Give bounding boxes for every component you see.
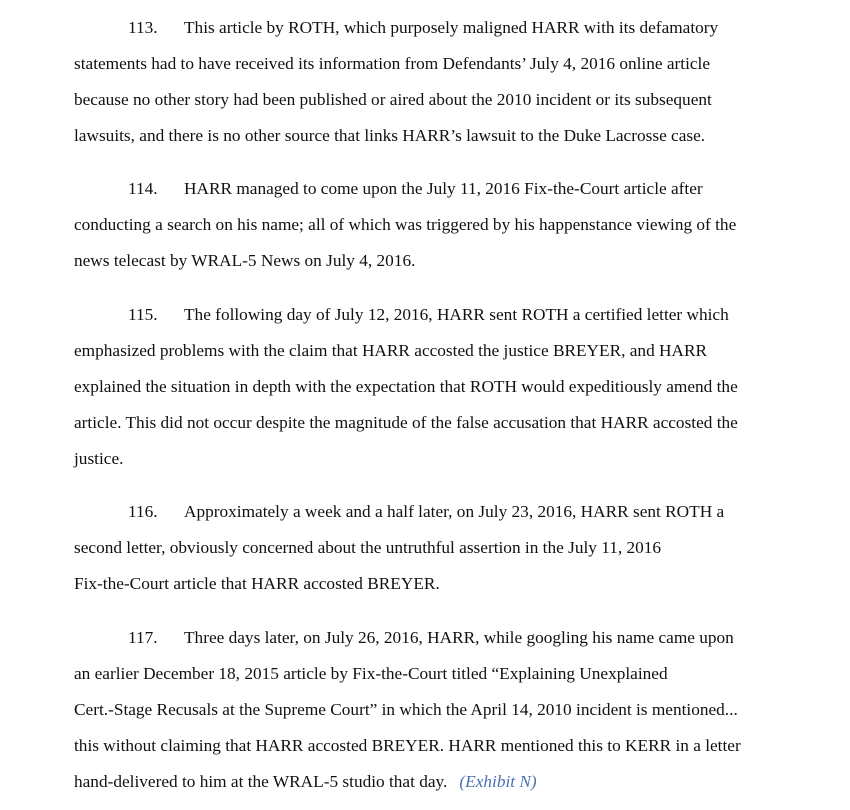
paragraph-text: emphasized problems with the claim that HARR accosted the justice BREYER, and HARR (74, 341, 708, 360)
paragraph-text: explained the situation in depth with the expectation that ROTH would expeditiously amend the (74, 377, 738, 396)
paragraph-text: Approximately a week and a half later, on July 23, 2016, HARR sent ROTH a (184, 502, 725, 521)
paragraph-text: The following day of July 12, 2016, HARR sent ROTH a certified letter which (184, 305, 729, 324)
paragraph-text: news telecast by WRAL-5 News on July 4, 2016. (74, 251, 416, 270)
paragraph-number: 117. (128, 628, 158, 647)
paragraph-text: justice. (74, 449, 124, 468)
paragraph-text: hand-delivered to him at the WRAL-5 studio that day. (74, 772, 448, 791)
paragraph-text: HARR managed to come upon the July 11, 2016 Fix-the-Court article after (184, 179, 703, 198)
paragraph-text: article. This did not occur despite the magnitude of the false accusation that HARR accosted the (74, 413, 738, 432)
paragraph-number: 114. (128, 179, 158, 198)
paragraph-text: this without claiming that HARR accosted BREYER. HARR mentioned this to KERR in a letter (74, 736, 741, 755)
paragraph-text: Three days later, on July 26, 2016, HARR, while googling his name came upon (184, 628, 734, 647)
paragraph-text: Cert.-Stage Recusals at the Supreme Court” in which the April 14, 2010 incident is mentioned... (74, 700, 738, 719)
paragraph-number: 115. (128, 305, 158, 324)
paragraph-number: 113. (128, 18, 158, 37)
paragraph-text: conducting a search on his name; all of which was triggered by his happenstance viewing of the (74, 215, 737, 234)
paragraph-text: This article by ROTH, which purposely maligned HARR with its defamatory (184, 18, 719, 37)
exhibit-n-link[interactable]: (Exhibit N) (459, 772, 537, 791)
paragraph-text: Fix-the-Court article that HARR accosted BREYER. (74, 574, 440, 593)
paragraph-text: lawsuits, and there is no other source that links HARR’s lawsuit to the Duke Lacrosse case. (74, 126, 706, 145)
paragraph-number: 116. (128, 502, 158, 521)
paragraph-text: statements had to have received its information from Defendants’ July 4, 2016 online article (74, 54, 711, 73)
paragraph-text: second letter, obviously concerned about the untruthful assertion in the July 11, 2016 (74, 538, 662, 557)
paragraph-text: because no other story had been published or aired about the 2010 incident or its subsequent (74, 90, 712, 109)
paragraph-text: an earlier December 18, 2015 article by Fix-the-Court titled “Explaining Unexplained (74, 664, 668, 683)
